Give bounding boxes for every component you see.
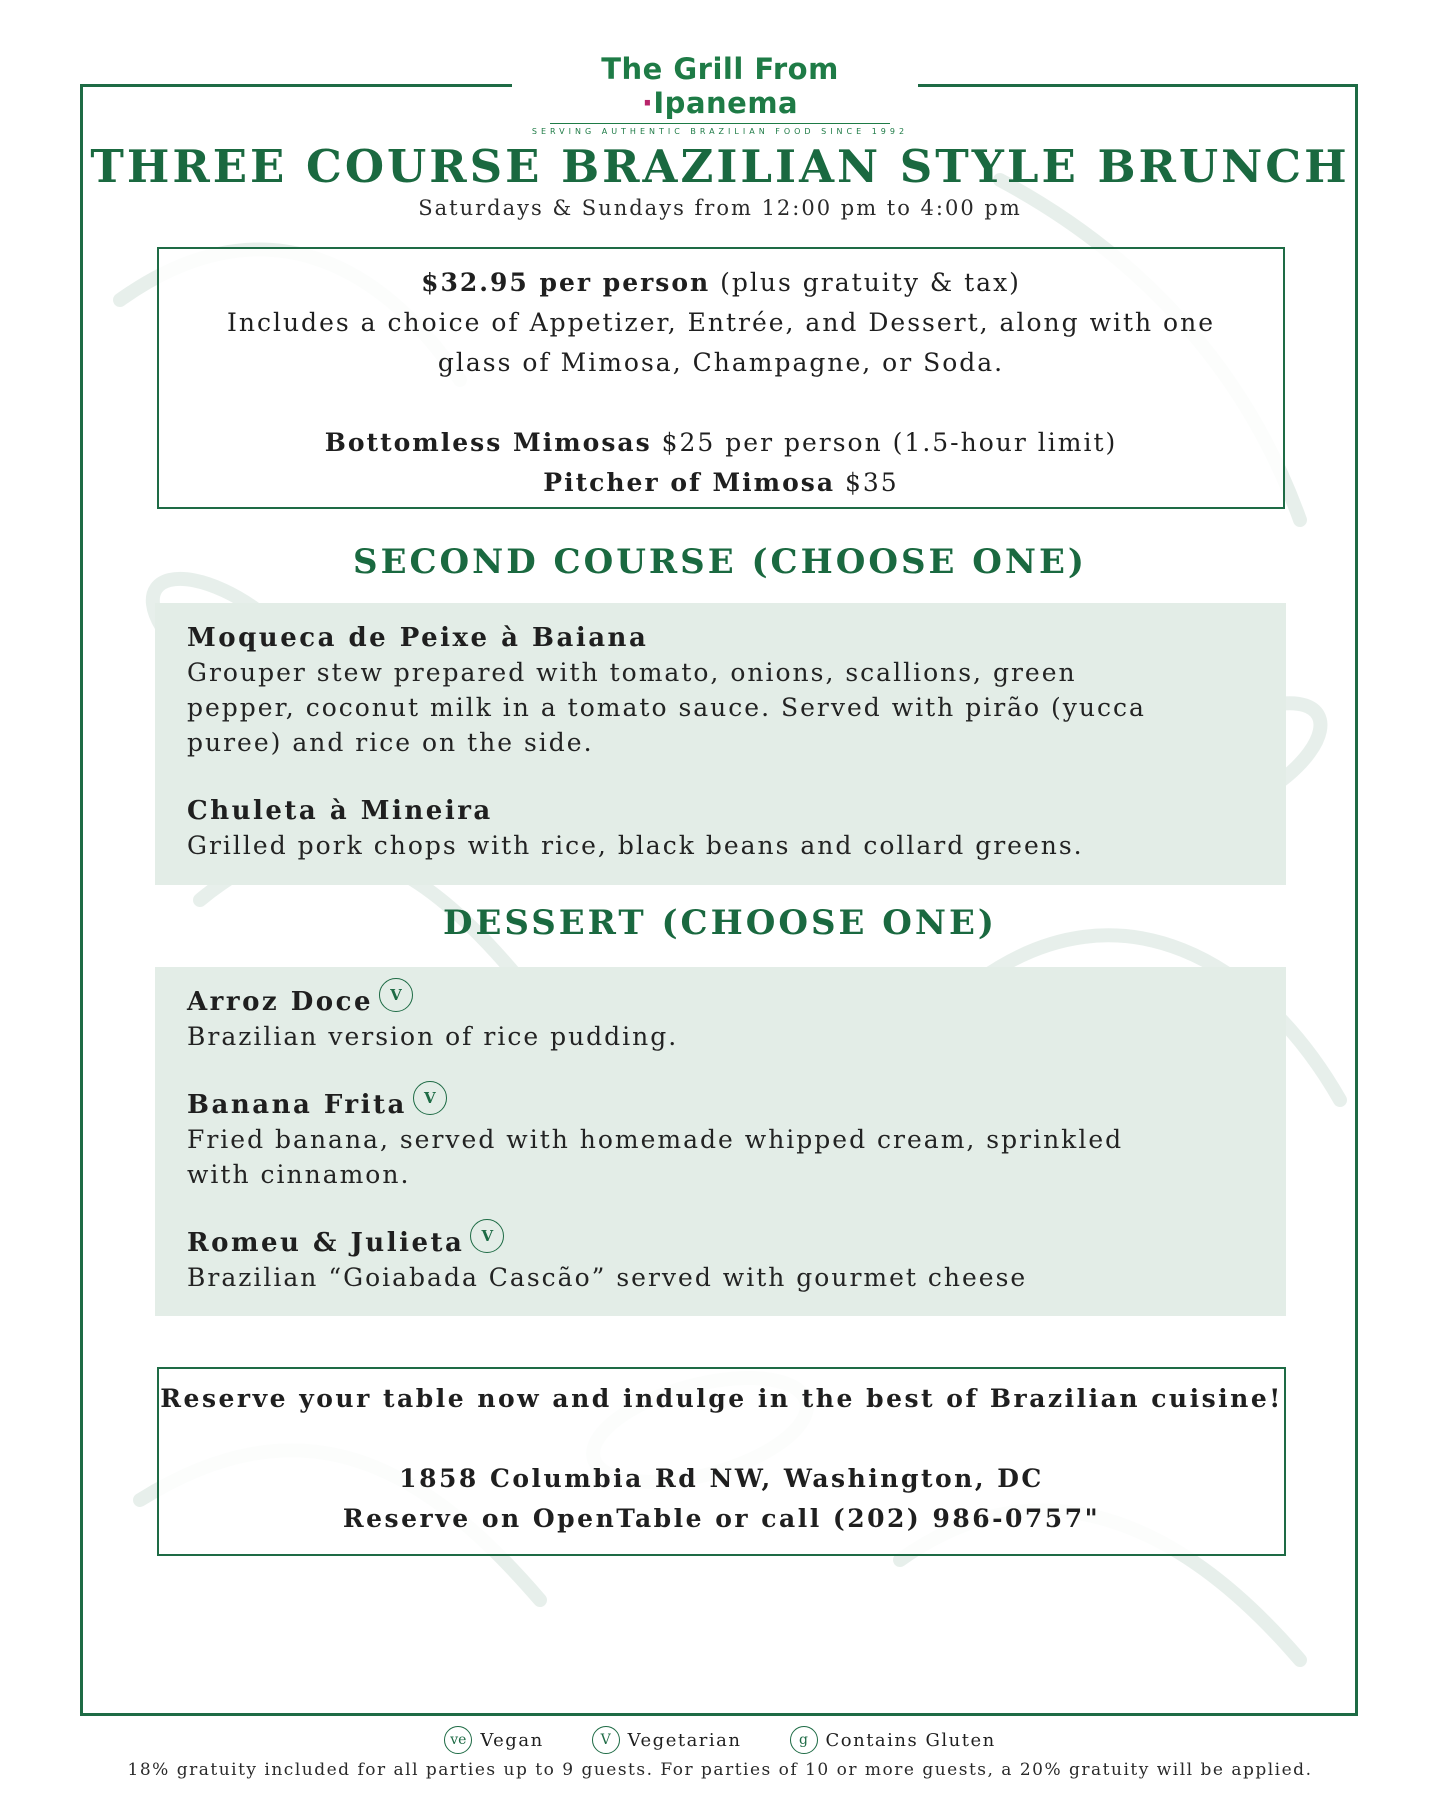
item-name: Romeu & Julieta <box>187 1228 465 1258</box>
item-name: Banana Frita <box>187 1090 407 1120</box>
menu-item <box>187 794 1256 863</box>
second-course-heading: SECOND COURSE (CHOOSE ONE) <box>353 542 1087 582</box>
item-description: Grouper stew prepared with tomato, onions, scallions, green <box>187 658 1077 687</box>
gluten-badge-icon: g <box>790 1726 818 1754</box>
logo-wordmark: The Grill From ·Ipanema <box>601 52 839 120</box>
item-description: pepper, coconut milk in a tomato sauce. Served with pirão (yucca <box>187 693 1146 722</box>
includes-line-2: glass of Mimosa, Champagne, or Soda. <box>437 348 1005 377</box>
menu-title: THREE COURSE BRAZILIAN STYLE BRUNCH <box>90 140 1350 193</box>
pricing-box <box>157 247 1285 509</box>
item-name: Arroz Doce <box>187 987 373 1017</box>
logo-tagline: SERVING AUTHENTIC BRAZILIAN FOOD SINCE 1992 <box>531 127 909 136</box>
menu-schedule: Saturdays & Sundays from 12:00 pm to 4:00 pm <box>418 196 1022 220</box>
item-description: Brazilian version of rice pudding. <box>187 1022 679 1051</box>
reservation-call-to-action: Reserve your table now and indulge in the best of Brazilian cuisine! <box>160 1384 1283 1413</box>
legend-vegetarian: V Vegetarian <box>592 1726 742 1754</box>
legend-gluten: g Contains Gluten <box>790 1726 996 1754</box>
item-description: Fried banana, served with homemade whipped cream, sprinkled <box>187 1125 1124 1154</box>
price-line: $32.95 per person (plus gratuity & tax) <box>421 268 1021 297</box>
item-description: Brazilian “Goiabada Cascão” served with gourmet cheese <box>187 1263 1028 1292</box>
item-description: Grilled pork chops with rice, black beans and collard greens. <box>187 831 1084 860</box>
vegetarian-badge-icon: V <box>592 1726 620 1754</box>
menu-item <box>187 1088 1256 1192</box>
vegetarian-badge-icon: V <box>470 1219 504 1253</box>
gratuity-footnote: 18% gratuity included for all parties up to 9 guests. For parties of 10 or more guests, a 20% gratuity will be applied. <box>127 1760 1313 1780</box>
menu-item <box>187 621 1256 760</box>
vegan-badge-icon: ve <box>444 1726 472 1754</box>
includes-line-1: Includes a choice of Appetizer, Entrée, and Dessert, along with one <box>226 308 1216 337</box>
menu-item <box>187 985 1256 1054</box>
vegetarian-badge-icon: V <box>379 978 413 1012</box>
vegetarian-badge-icon: V <box>413 1081 447 1115</box>
menu-item <box>187 1226 1256 1295</box>
item-description: puree) and rice on the side. <box>187 728 594 757</box>
logo-accent-mark: · <box>641 86 654 120</box>
item-name: Moqueca de Peixe à Baiana <box>187 623 649 653</box>
dessert-panel <box>155 967 1286 1316</box>
reservation-box <box>157 1367 1286 1556</box>
second-course-panel <box>155 603 1286 885</box>
item-name: Chuleta à Mineira <box>187 796 493 826</box>
dessert-heading: DESSERT (CHOOSE ONE) <box>443 903 997 943</box>
restaurant-address: 1858 Columbia Rd NW, Washington, DC <box>399 1464 1044 1493</box>
dietary-legend <box>0 1726 1440 1754</box>
item-description: with cinnamon. <box>187 1160 411 1189</box>
pitcher-mimosa-line: Pitcher of Mimosa $35 <box>543 468 899 497</box>
bottomless-mimosa-line: Bottomless Mimosas $25 per person (1.5-hour limit) <box>324 428 1118 457</box>
legend-vegan: ve Vegan <box>444 1726 543 1754</box>
restaurant-logo <box>520 52 920 136</box>
reservation-contact: Reserve on OpenTable or call (202) 986-0757" <box>342 1504 1101 1533</box>
